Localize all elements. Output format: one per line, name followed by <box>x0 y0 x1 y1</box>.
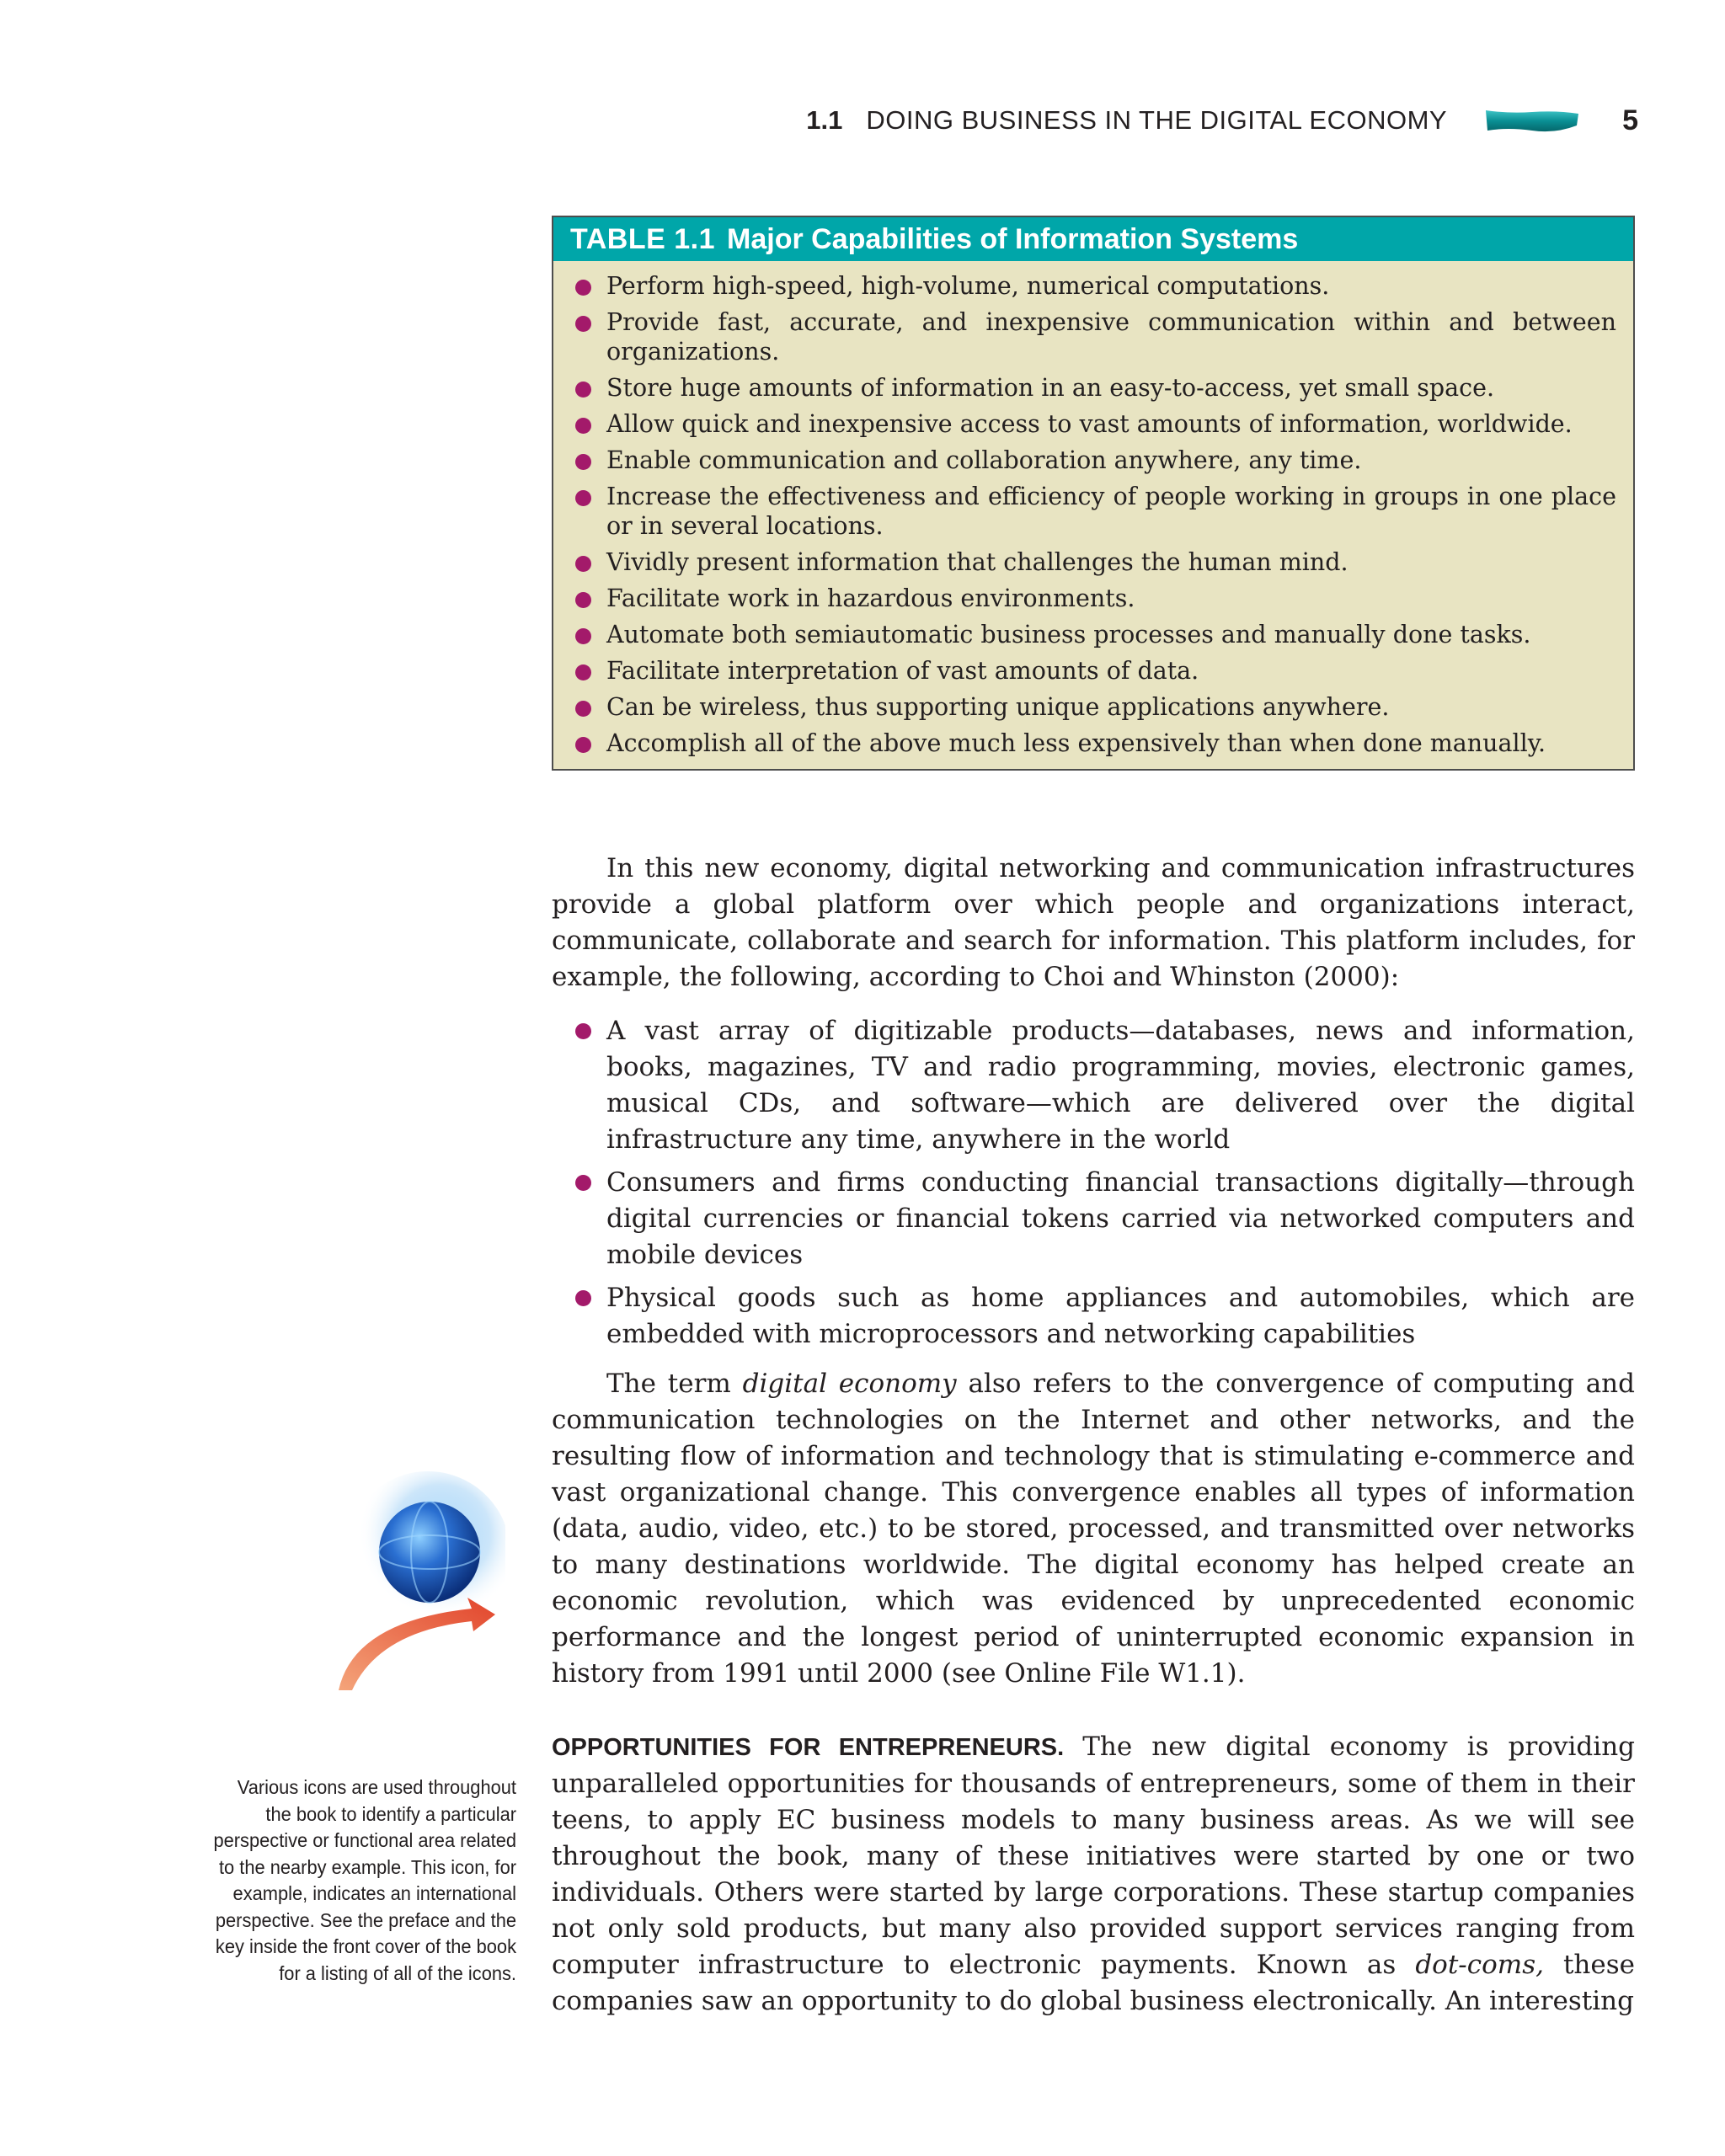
body-paragraph: In this new economy, digital networking and communication infrastructures provide a global platform over which people and organizations interact, communicate, collaborate and search for information. This platform includes, for example, the following, according to Choi and Whinston (2000): <box>552 853 1635 992</box>
list-item: Provide fast, accurate, and inexpensive communication within and between organizations. <box>606 308 1616 366</box>
list-item: A vast array of digitizable products—databases, news and information, books, magazines, TV and radio programming, movies, electronic games, musical CDs, and software—which are delivered over the digital infrastructure any time, anywhere in the world <box>606 1013 1635 1158</box>
table-list <box>553 261 1633 758</box>
body-section-3 <box>552 1729 1635 2020</box>
list-item: Vividly present information that challenges the human mind. <box>606 547 1616 577</box>
text-run: The new digital economy is providing unparalleled opportunities for thousands of entrepreneurs, some of them in their teens, to apply EC business models to many business areas. As we will see throughout the book, many of these initiatives were started by one or two individuals. Others were started by large corporations. These startup companies not only sold products, but many also provided support services ranging from computer infrastructure to electronic payments. Known as <box>552 1732 1636 1980</box>
list-item: Increase the effectiveness and efficiency of people working in groups in one place or in several locations. <box>606 483 1616 540</box>
list-item: Physical goods such as home appliances and automobiles, which are embedded with microprocessors and networking capabilities <box>606 1280 1635 1353</box>
list-item: Automate both semiautomatic business processes and manually done tasks. <box>606 620 1616 649</box>
list-item: Allow quick and inexpensive access to vast amounts of information, worldwide. <box>606 409 1616 439</box>
body-paragraph <box>552 1729 1635 2020</box>
list-item: Perform high-speed, high-volume, numerical computations. <box>606 271 1616 301</box>
list-item: Facilitate interpretation of vast amounts of data. <box>606 656 1616 686</box>
table-label: TABLE 1.1 <box>570 222 716 255</box>
list-item: Can be wireless, thus supporting unique applications anywhere. <box>606 692 1616 722</box>
header-ribbon-icon <box>1484 105 1580 136</box>
text-run: The term <box>606 1369 743 1399</box>
body-bullets <box>552 1013 1635 1359</box>
section-heading: OPPORTUNITIES FOR ENTREPRENEURS. <box>552 1734 1065 1761</box>
bullet-list <box>552 1013 1635 1353</box>
term-digital-economy: digital economy <box>742 1369 957 1399</box>
body-section-1 <box>552 851 1635 995</box>
running-header <box>758 99 1638 141</box>
table-title: Major Capabilities of Information Systems <box>727 222 1299 255</box>
icon-caption: Various icons are used throughout the book to identify a particular perspective or functional area related to the nearby example. This icon, for example, indicates an international perspective. See the preface and the key inside the front cover of the book for a listing of all of the icons. <box>213 1776 517 1984</box>
list-item: Consumers and firms conducting financial transactions digitally—through digital currencies or financial tokens carried via networked computers and mobile devices <box>606 1165 1635 1273</box>
section-title: DOING BUSINESS IN THE DIGITAL ECONOMY <box>866 105 1448 135</box>
page-number: 5 <box>1622 104 1638 136</box>
section-number: 1.1 <box>806 105 843 135</box>
international-perspective-icon <box>328 1470 505 1697</box>
list-item: Enable communication and collaboration anywhere, any time. <box>606 446 1616 475</box>
text-run: also refers to the convergence of computing and communication technologies on the Internet and other networks, and the resulting flow of information and technology that is stimulating e-commerce and vast organizational change. This convergence enables all types of information (data, audio, video, etc.) to be stored, processed, and transmitted over networks to many destinations worldwide. The digital economy has helped create an economic revolution, which was evidenced by unprecedented economic performance and the longest period of uninterrupted economic expansion in history from 1991 until 2000 (see Online File W1.1). <box>552 1369 1635 1689</box>
term-dot-coms: dot-coms, <box>1415 1950 1544 1980</box>
text-run: these companies saw an opportunity to do global business electronically. An interesting <box>552 1950 1635 2016</box>
body-section-2 <box>552 1366 1635 1692</box>
body-paragraph <box>552 1366 1635 1692</box>
capabilities-table <box>552 216 1635 771</box>
list-item: Facilitate work in hazardous environments. <box>606 584 1616 613</box>
list-item: Accomplish all of the above much less expensively than when done manually. <box>606 728 1616 758</box>
table-header <box>553 217 1633 261</box>
list-item: Store huge amounts of information in an easy-to-access, yet small space. <box>606 373 1616 403</box>
